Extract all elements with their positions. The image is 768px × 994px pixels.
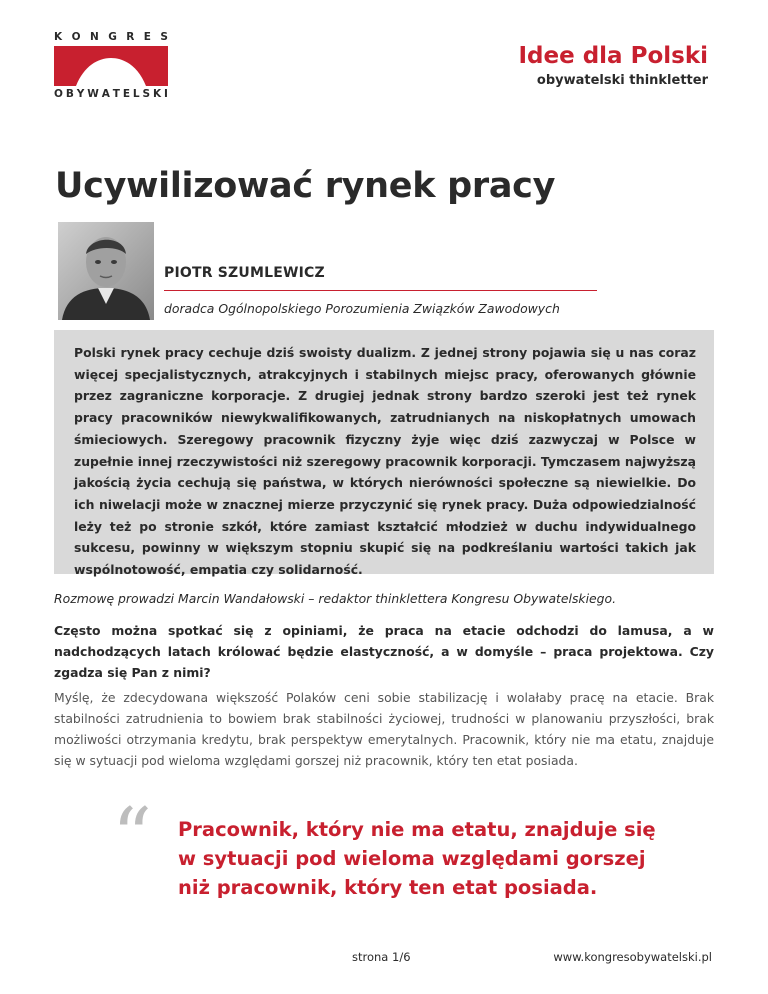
logo-top-text: K O N G R E S — [54, 31, 168, 43]
author-photo — [58, 222, 154, 320]
author-role: doradca Ogólnopolskiego Porozumienia Związków Zawodowych — [164, 301, 560, 316]
brand-subtitle: obywatelski thinkletter — [536, 73, 708, 88]
brand-title: Idee dla Polski — [518, 43, 708, 69]
website-url: www.kongresobywatelski.pl — [553, 950, 712, 964]
thinkletter-brand — [518, 42, 708, 88]
pull-quote: Pracownik, który nie ma etatu, znajduje się w sytuacji pod wieloma względami gorszej niż pracownik, który ten etat posiada. — [178, 818, 656, 899]
page-number: strona 1/6 — [352, 950, 411, 964]
quote-mark-icon: “ — [112, 792, 152, 882]
lead-box — [54, 330, 714, 578]
lead-text: Polski rynek pracy cechuje dziś swoisty dualizm. Z jednej strony pojawia się u nas coraz więcej specjalistycznych, atrakcyjnych i stabilnych miejsc pracy, oferowanych głównie przez zagraniczne korporacje. Z drugiej jednak strony bardzo szeroki jest też rynek pracy pracowników niewykwalifikowanych, zatrudnianych na niskopłatnych umowach śmieciowych. Szeregowy pracownik fizyczny żyje więc dziś zazwyczaj w Polsce w zupełnie innej rzeczywistości niż szeregowy pracownik korporacji. Tymczasem najwyższą jakością życia cechują się państwa, w których nierówności społeczne są niewielkie. Do ich niwelacji może w znacznej mierze przyczynić się rynek pracy. Duża odpowiedzialność leży też po stronie szkół, które zamiast kształcić młodzież w duchu indywidualnego sukcesu, powinny w większym stopniu skupić się na podkreślaniu wartości takich jak wspólnotowość, empatia czy solidarność. — [74, 345, 696, 578]
author-name: PIOTR SZUMLEWICZ — [164, 265, 325, 281]
interview-question: Często można spotkać się z opiniami, że praca na etacie odchodzi do lamusa, a w nadchodzących latach królować będzie elastyczność, a w domyśle – praca projektowa. Czy zgadza się Pan z nimi? — [54, 623, 714, 680]
kongres-obywatelski-logo — [54, 31, 168, 100]
logo-bottom-text: O B Y W A T E L S K I — [54, 88, 168, 100]
logo-roof-icon — [54, 46, 168, 86]
author-divider — [164, 290, 597, 291]
article-title: Ucywilizować rynek pracy — [55, 166, 556, 206]
interview-answer: Myślę, że zdecydowana większość Polaków ceni sobie stabilizację i wolałaby pracę na etacie. Brak stabilności zatrudnienia to bowiem brak stabilności życiowej, trudności w planowaniu przyszłości, brak możliwości otrzymania kredytu, brak perspektyw emerytalnych. Pracownik, który nie ma etatu, znajduje się w sytuacji pod wieloma względami gorszej niż pracownik, który ten etat posiada. — [54, 690, 714, 768]
interviewer-note: Rozmowę prowadzi Marcin Wandałowski – redaktor thinklettera Kongresu Obywatelskiego. — [54, 591, 617, 606]
